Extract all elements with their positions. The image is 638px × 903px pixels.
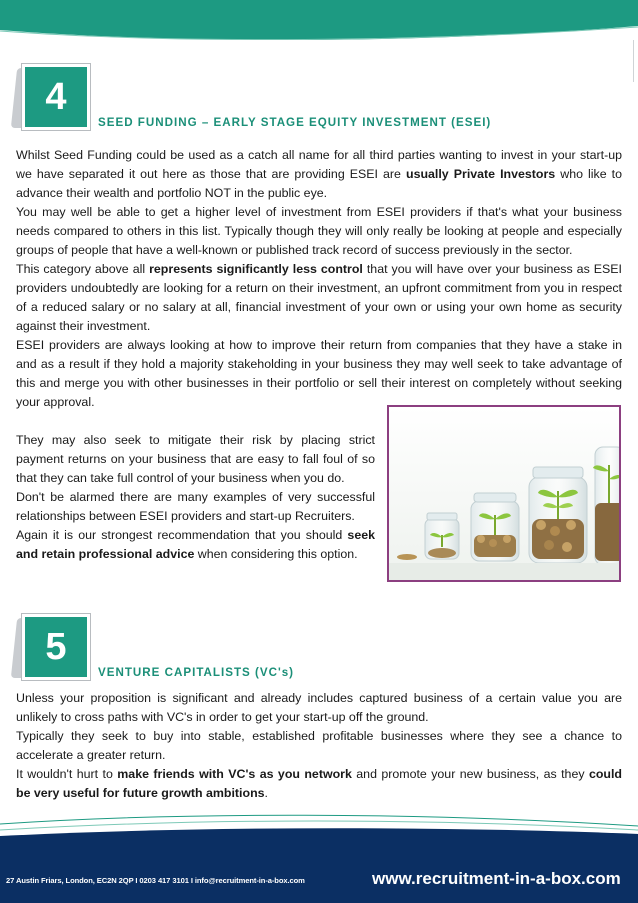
- section-number-badge: [14, 62, 90, 130]
- jars-of-coins-with-seedlings-icon: [389, 407, 619, 580]
- top-banner: [0, 0, 638, 40]
- paragraph: It wouldn't hurt to make friends with VC's as you network and promote your new business, as they could be very useful for future growth ambitions.: [16, 767, 622, 800]
- section-heading: VENTURE CAPITALISTS (VC's): [98, 666, 295, 679]
- paragraph: Again it is our strongest recommendation that you should seek and retain professional advice when considering this option.: [16, 528, 375, 561]
- paragraph: They may also seek to mitigate their risk by placing strict payment returns on your business that are easy to fall foul of so that they can take full control of your business when you do.: [16, 433, 375, 485]
- paragraph: Don't be alarmed there are many examples of very successful relationships between ESEI providers and start-up Recruiters.: [16, 490, 375, 523]
- section-number: 4: [45, 76, 67, 118]
- section-heading: SEED FUNDING – EARLY STAGE EQUITY INVESTMENT (ESEI): [98, 116, 492, 129]
- section-body-narrow: [16, 431, 375, 564]
- footer-website-link[interactable]: www.recruitment-in-a-box.com: [372, 869, 621, 888]
- page-edge-marker: [633, 40, 638, 82]
- footer-contact-details: 27 Austin Friars, London, EC2N 2QP I 0203 417 3101 I info@recruitment-in-a-box.com: [6, 876, 305, 885]
- section-body: [16, 689, 622, 803]
- paragraph: Whilst Seed Funding could be used as a catch all name for all third parties wanting to invest in your start-up we have separated it out here as those that are providing ESEI are usually Private Investors who like to advance their wealth and portfolio NOT in the public eye.: [16, 148, 622, 200]
- section-body: [16, 146, 622, 412]
- section-number-badge: [14, 612, 90, 680]
- paragraph: You may well be able to get a higher level of investment from ESEI providers if that's what your business needs compared to others in this list. Typically though they will only really be looking at people and especially groups of people that have a well-known or published track record of success previously in the sector.: [16, 205, 622, 257]
- paragraph: Unless your proposition is significant and already includes captured business of a certain value you are unlikely to cross paths with VC's in order to get your start-up off the ground.: [16, 691, 622, 724]
- coin-jars-photo: [387, 405, 621, 582]
- paragraph: Typically they seek to buy into stable, established profitable businesses where they see a chance to accelerate a greater return.: [16, 729, 622, 762]
- paragraph: ESEI providers are always looking at how to improve their return from companies that they have a stake in and as a result if they hold a majority stakeholding in your business they may well seek to take advantage of this and merge you with other businesses in their portfolio or sell their interest on completely without seeking your approval.: [16, 338, 622, 409]
- paragraph: This category above all represents significantly less control that you will have over your business as ESEI providers undoubtedly are looking for a return on their investment, an upfront commitment from you in respect of a reduced salary or no salary at all, financial investment of your own or using your own home as security against their investment.: [16, 262, 623, 333]
- section-number: 5: [45, 626, 67, 668]
